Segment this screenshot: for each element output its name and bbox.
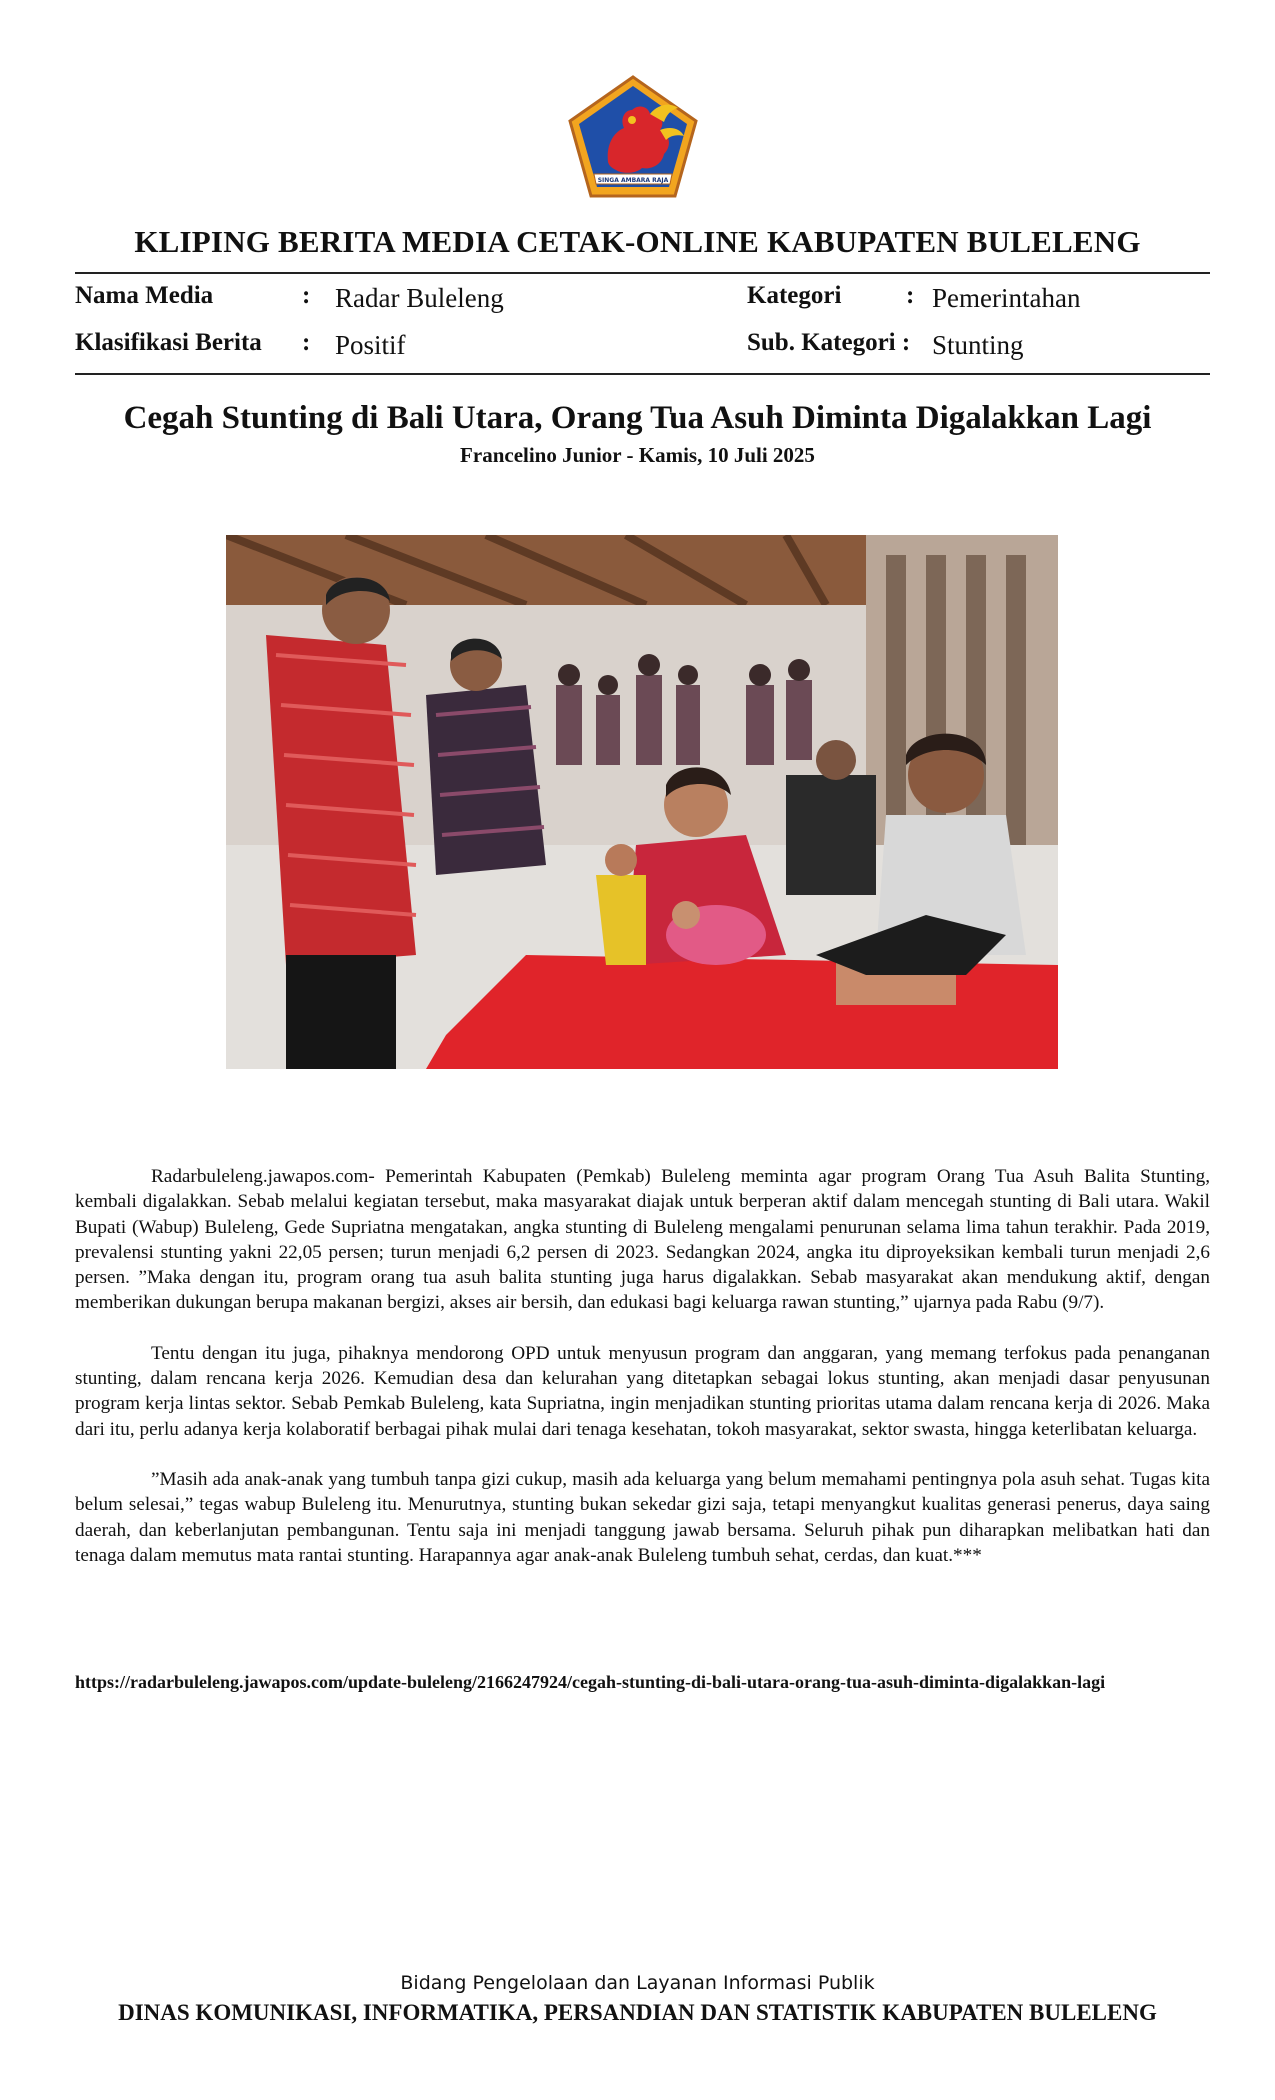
media-label: Nama Media [75,282,214,309]
article-body [75,1164,1210,1593]
media-colon: : [302,282,311,309]
source-url: https://radarbuleleng.jawapos.com/update-buleleng/2166247924/cegah-stunting-di-bali-utara-orang-tua-asuh-diminta-digalakkan-lagi [75,1672,1106,1692]
article-paragraph: Tentu dengan itu juga, pihaknya mendorong OPD untuk menyusun program dan anggaran, yang memang terfokus pada penanganan stunting, dalam rencana kerja 2026. Kemudian desa dan kelurahan yang ditetapkan sebagai lokus stunting, akan menjadi dasar penyusunan program kerja lintas sektor. Sebab Pemkab Buleleng, kata Supriatna, ingin menjadikan stunting prioritas utama dalam rencana kerja di 2026. Maka dari itu, perlu adanya kerja kolaboratif berbagai pihak mulai dari tenaga kesehatan, tokoh masyarakat, sektor swasta, hingga keterlibatan keluarga. [75,1342,1210,1440]
article-paragraph: ”Masih ada anak-anak yang tumbuh tanpa gizi cukup, masih ada keluarga yang belum memahami pentingnya pola asuh sehat. Tugas kita belum selesai,” tegas wabup Buleleng itu. Menurutnya, stunting bukan sekedar gizi saja, tetapi menyangkut kualitas generasi penerus, daya saing daerah, dan keberlanjutan pembangunan. Tentu saja ini menjadi tanggung jawab bersama. Seluruh pihak pun diharapkan melibatkan hati dan tenaga dalam memutus mata rantai stunting. Harapannya agar anak-anak Buleleng tumbuh sehat, cerdas, dan kuat.*** [75,1468,1210,1566]
footer-agency: DINAS KOMUNIKASI, INFORMATIKA, PERSANDIAN DAN STATISTIK KABUPATEN BULELENG [118,2000,1157,2025]
footer-division: Bidang Pengelolaan dan Layanan Informasi Publik [400,1972,875,1994]
article-photo [226,535,1058,1069]
klasifikasi-colon: : [302,329,311,356]
article-title: Cegah Stunting di Bali Utara, Orang Tua Asuh Diminta Digalakkan Lagi [123,400,1152,436]
klasifikasi-label: Klasifikasi Berita [75,329,262,356]
crest-motto: SINGA AMBARA RAJA [597,177,669,184]
header-divider-top [75,272,1210,274]
article-paragraph: Radarbuleleng.jawapos.com- Pemerintah Kabupaten (Pemkab) Buleleng meminta agar program Orang Tua Asuh Balita Stunting, kembali digalakkan. Sebab melalui kegiatan tersebut, maka masyarakat diajak untuk berperan aktif dalam mencegah stunting di Bali utara. Wakil Bupati (Wabup) Buleleng, Gede Supriatna mengatakan, angka stunting di Buleleng mengalami penurunan selama lima tahun terakhir. Pada 2019, prevalensi stunting yakni 22,05 persen; turun menjadi 6,2 persen di 2023. Sedangkan 2024, angka itu diproyeksikan kembali turun menjadi 2,6 persen. ”Maka dengan itu, program orang tua asuh balita stunting juga harus digalakkan. Sebab masyarakat akan mendukung aktif, dengan memberikan dukungan berupa makanan bergizi, akses air bersih, dan edukasi bagi keluarga rawan stunting,” ujarnya pada Rabu (9/7). [75,1166,1210,1314]
media-value: Radar Buleleng [335,283,504,313]
kategori-value: Pemerintahan [932,283,1081,313]
header-divider-bottom [75,373,1210,375]
subkategori-value: Stunting [932,330,1024,360]
clipping-header-title: KLIPING BERITA MEDIA CETAK-ONLINE KABUPATEN BULELENG [134,224,1141,259]
kategori-label: Kategori [747,282,842,309]
kategori-colon: : [906,282,915,309]
article-byline: Francelino Junior - Kamis, 10 Juli 2025 [460,443,815,467]
buleleng-crest-icon [566,74,700,201]
klasifikasi-value: Positif [335,330,406,360]
subkategori-label: Sub. Kategori : [747,329,911,356]
